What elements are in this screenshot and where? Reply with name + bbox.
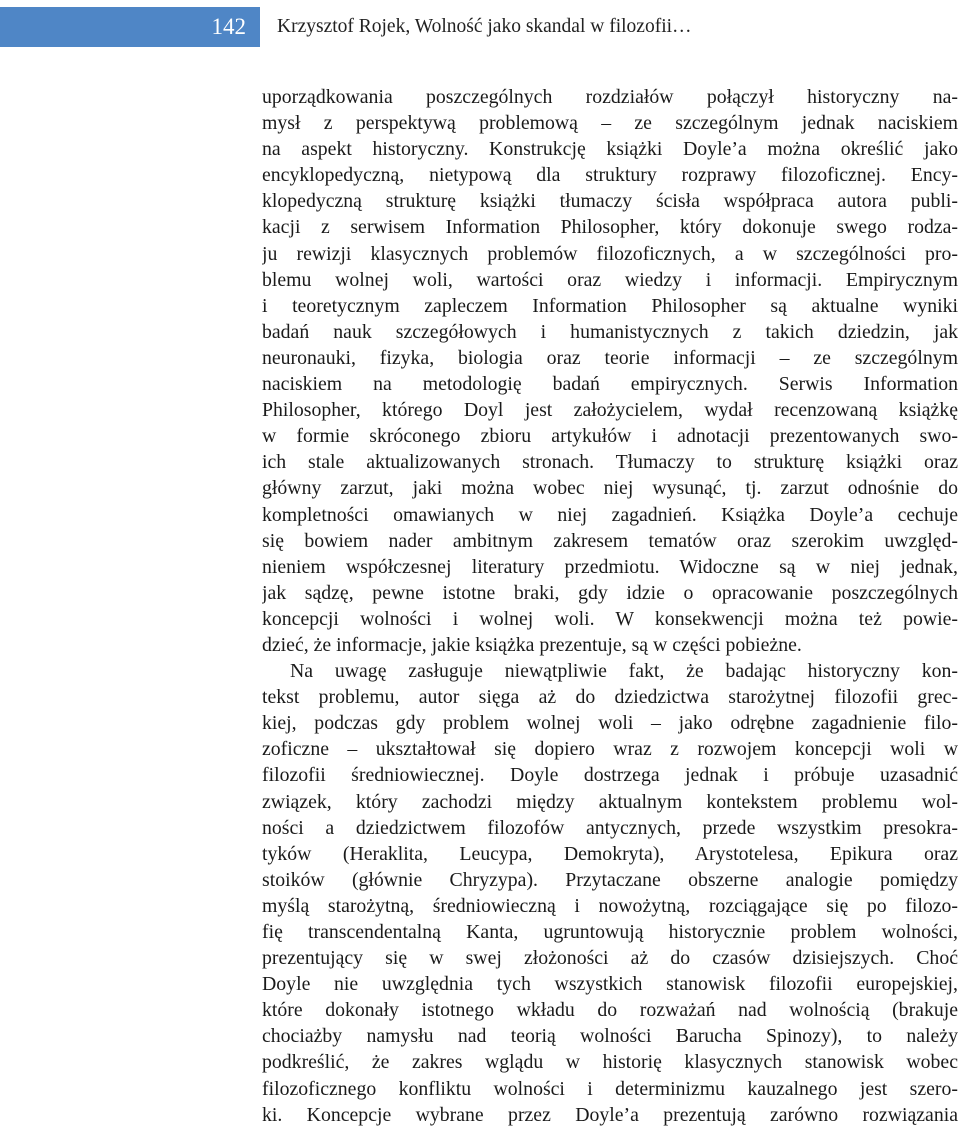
text-line: tekst problemu, autor sięga aż do dziedzictwa starożytnej filozofii grec-: [262, 686, 958, 709]
text-line: badań nauk szczegółowych i humanistycznych z takich dziedzin, jak: [262, 320, 958, 343]
text-line: stoików (głównie Chryzypa). Przytaczane obszerne analogie pomiędzy: [262, 868, 958, 891]
text-line: tyków (Heraklita, Leucypa, Demokryta), Arystotelesa, Epikura oraz: [262, 842, 958, 865]
text-line: prezentujący się w swej złożoności aż do czasów dzisiejszych. Choć: [262, 947, 958, 970]
page-number: 142: [211, 14, 246, 39]
text-line: kompletności omawianych w niej zagadnień. Książka Doyle’a cechuje: [262, 503, 958, 526]
text-line: na aspekt historyczny. Konstrukcję książki Doyle’a można określić jako: [262, 138, 958, 161]
text-line: jak sądzę, pewne istotne braki, gdy idzie o opracowanie poszczególnych: [262, 581, 958, 604]
text-line: nieniem współczesnej literatury przedmiotu. Widoczne są w niej jednak,: [262, 555, 958, 578]
text-line: główny zarzut, jaki można wobec niej wysunąć, tj. zarzut odnośnie do: [262, 477, 958, 500]
text-line: kiej, podczas gdy problem wolnej woli – jako odrębne zagadnienie filo-: [262, 712, 958, 735]
text-line: mysł z perspektywą problemową – ze szczególnym jednak naciskiem: [262, 112, 958, 135]
text-line: się bowiem nader ambitnym zakresem tematów oraz szerokim uwzględ-: [262, 529, 958, 552]
text-line: związek, który zachodzi między aktualnym kontekstem problemu wol-: [262, 790, 958, 813]
running-title: Krzysztof Rojek, Wolność jako skandal w filozofii…: [277, 16, 692, 37]
text-line: podkreślić, że zakres wglądu w historię klasycznych stanowisk wobec: [262, 1051, 958, 1074]
text-line: ju rewizji klasycznych problemów filozoficznych, a w szczególności pro-: [262, 242, 958, 265]
text-line: i teoretycznym zapleczem Information Philosopher są aktualne wyniki: [262, 294, 958, 317]
text-line: naciskiem na metodologię badań empirycznych. Serwis Information: [262, 373, 958, 396]
page-number-badge: [0, 7, 260, 47]
text-line: klopedyczną strukturę książki tłumaczy ścisła współpraca autora publi-: [262, 190, 958, 213]
text-line: blemu wolnej woli, wartości oraz wiedzy i informacji. Empirycznym: [262, 268, 958, 291]
text-line: ności a dziedzictwem filozofów antycznych, przede wszystkim presokra-: [262, 816, 958, 839]
text-line: uporządkowania poszczególnych rozdziałów połączył historyczny na-: [262, 86, 958, 108]
paragraph-last-line: dzieć, że informacje, jakie książka prezentuje, są w części pobieżne.: [262, 633, 802, 656]
text-line: Doyle nie uwzględnia tych wszystkich stanowisk filozofii europejskiej,: [262, 973, 958, 996]
text-line: w formie skróconego zbioru artykułów i adnotacji prezentowanych swo-: [262, 425, 958, 448]
text-line: chociażby namysłu nad teorią wolności Barucha Spinozy), to należy: [262, 1025, 958, 1048]
body-text: [262, 84, 958, 1128]
text-line: Philosopher, którego Doyl jest założycielem, wydał recenzowaną książkę: [262, 399, 958, 422]
paragraph-first-line: Na uwagę zasługuje niewątpliwie fakt, że badając historyczny kon-: [290, 660, 958, 683]
text-line: kacji z serwisem Information Philosopher, który dokonuje swego rodza-: [262, 216, 958, 239]
text-line: ich stale aktualizowanych stronach. Tłumaczy to strukturę książki oraz: [262, 451, 958, 474]
text-line: zoficzne – ukształtował się dopiero wraz z rozwojem koncepcji woli w: [262, 738, 958, 761]
text-line: filozofii średniowiecznej. Doyle dostrzega jednak i próbuje uzasadnić: [262, 764, 958, 787]
text-line: które dokonały istotnego wkładu do rozważań nad wolnością (brakuje: [262, 999, 958, 1022]
text-line: encyklopedyczną, nietypową dla struktury rozprawy filozoficznej. Ency-: [262, 164, 958, 187]
text-line: koncepcji wolności i wolnej woli. W konsekwencji można też powie-: [262, 607, 958, 630]
page-header: [0, 7, 960, 47]
text-line: neuronauki, fizyka, biologia oraz teorie informacji – ze szczególnym: [262, 346, 958, 369]
text-line: fię transcendentalną Kanta, ugruntowują historycznie problem wolności,: [262, 921, 958, 943]
text-line: ki. Koncepcje wybrane przez Doyle’a prezentują zarówno rozwiązania: [262, 1103, 958, 1126]
text-line: myślą starożytną, średniowieczną i nowożytną, rozciągające się po filozo-: [262, 894, 958, 917]
text-line: filozoficznego konfliktu wolności i determinizmu kauzalnego jest szero-: [262, 1077, 958, 1100]
